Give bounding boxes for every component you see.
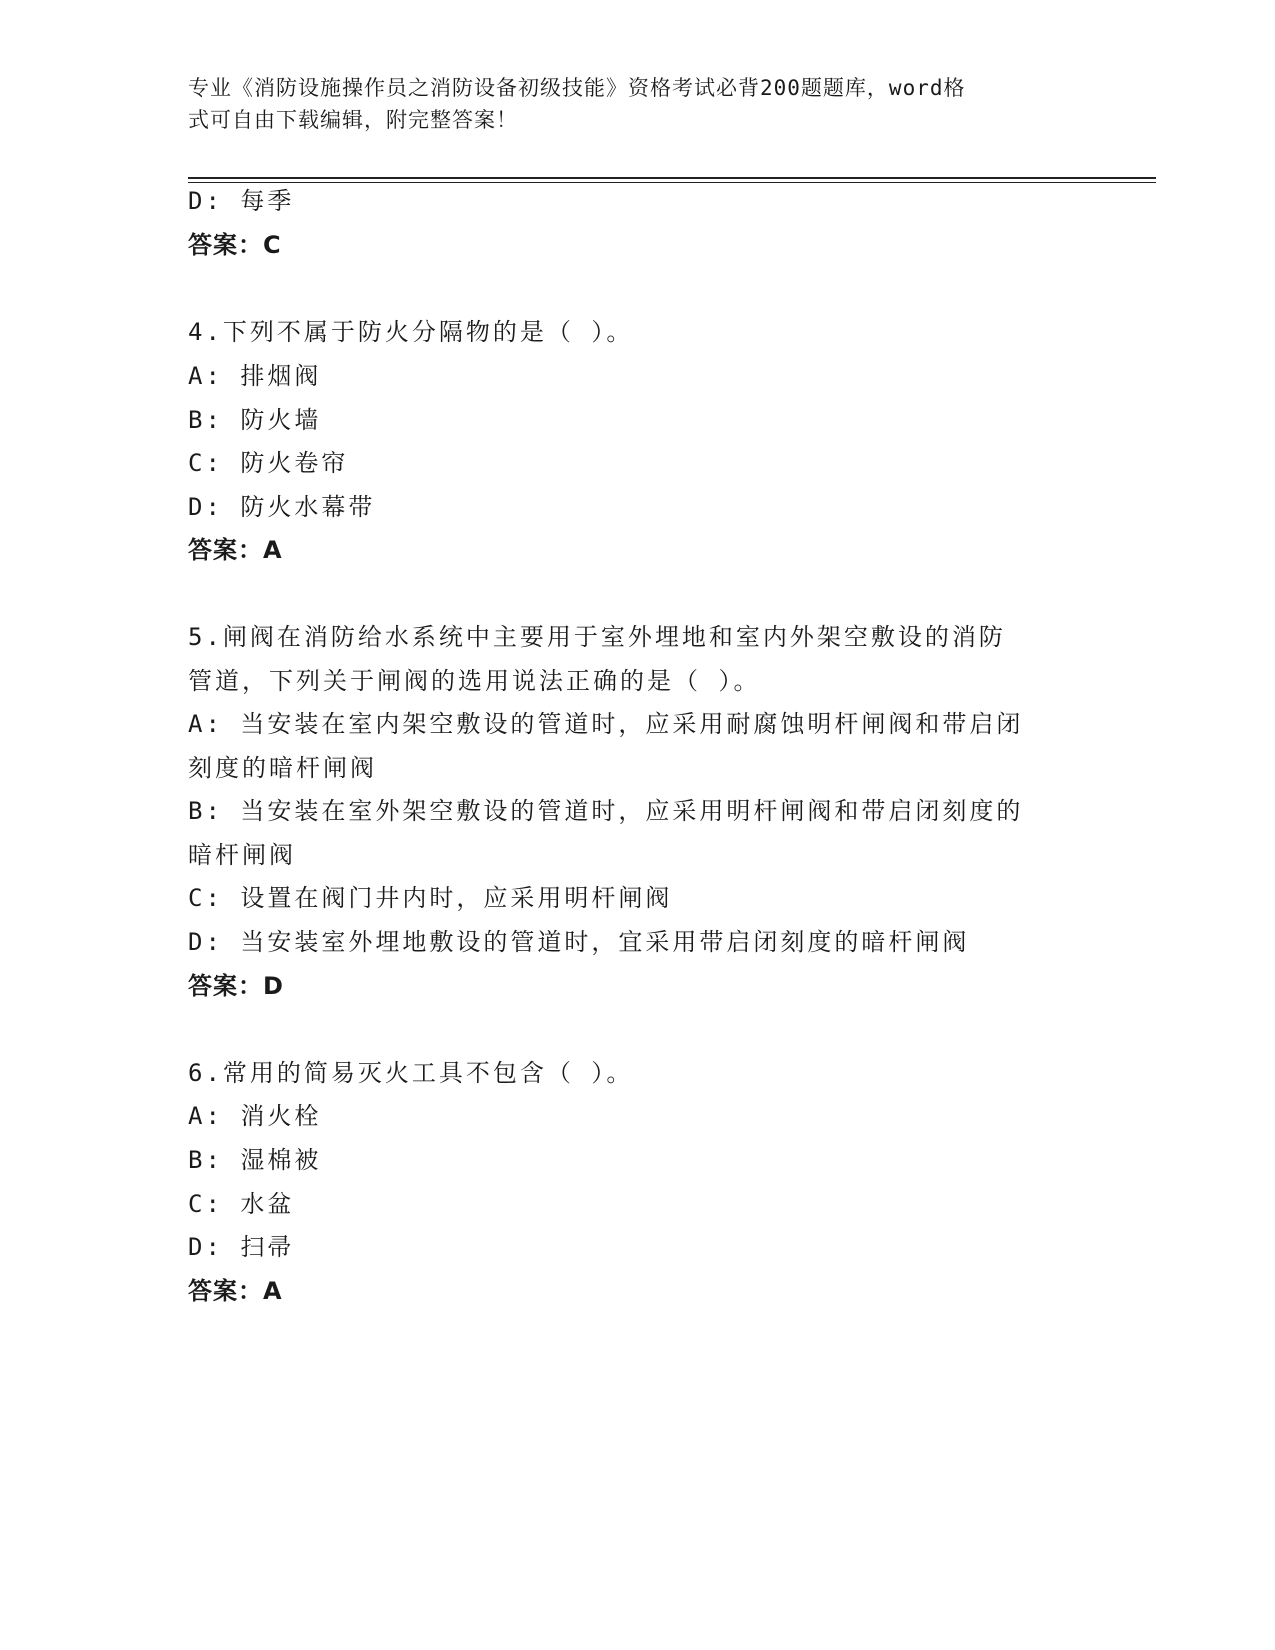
header-line-2: 式可自由下载编辑，附完整答案！	[188, 108, 518, 132]
question-5-option-a-line-2: 刻度的暗杆闸阀	[188, 754, 377, 782]
question-5-option-b-line-1: B: 当安装在室外架空敷设的管道时，应采用明杆闸阀和带启闭刻度的	[188, 797, 1024, 825]
question-4-option-a: A: 排烟阀	[188, 362, 322, 390]
question-5-option-b-line-2: 暗杆闸阀	[188, 841, 296, 869]
header-line-1: 专业《消防设施操作员之消防设备初级技能》资格考试必背200题题库，word格	[188, 76, 966, 100]
question-5-option-a-line-1: A: 当安装在室内架空敷设的管道时，应采用耐腐蚀明杆闸阀和带启闭	[188, 710, 1024, 738]
question-5-option-d: D: 当安装室外埋地敷设的管道时，宜采用带启闭刻度的暗杆闸阀	[188, 928, 970, 956]
question-6-stem: 6.常用的简易灭火工具不包含（ ）。	[188, 1059, 634, 1087]
question-4-answer: 答案：A	[188, 536, 283, 564]
question-6-option-c: C: 水盆	[188, 1190, 295, 1218]
question-6-option-b: B: 湿棉被	[188, 1146, 322, 1174]
question-5-stem-line-2: 管道，下列关于闸阀的选用说法正确的是（ ）。	[188, 667, 761, 695]
header-divider-thin	[188, 182, 1156, 183]
document-header	[188, 72, 1088, 136]
question-4-stem: 4.下列不属于防火分隔物的是（ ）。	[188, 318, 634, 346]
question-6-answer: 答案：A	[188, 1277, 283, 1305]
question-4-option-b: B: 防火墙	[188, 406, 322, 434]
question-5-option-c: C: 设置在阀门井内时，应采用明杆闸阀	[188, 884, 673, 912]
question-5-stem-line-1: 5.闸阀在消防给水系统中主要用于室外埋地和室内外架空敷设的消防	[188, 623, 1006, 651]
question-4-option-c: C: 防火卷帘	[188, 449, 349, 477]
prev-question-answer: 答案：C	[188, 231, 282, 259]
question-6-option-d: D: 扫帚	[188, 1233, 295, 1261]
prev-question-option-d: D: 每季	[188, 187, 295, 215]
question-5-answer: 答案：D	[188, 972, 284, 1000]
question-4-option-d: D: 防火水幕带	[188, 493, 376, 521]
question-6-option-a: A: 消火栓	[188, 1102, 322, 1130]
header-divider-thick	[188, 177, 1156, 179]
